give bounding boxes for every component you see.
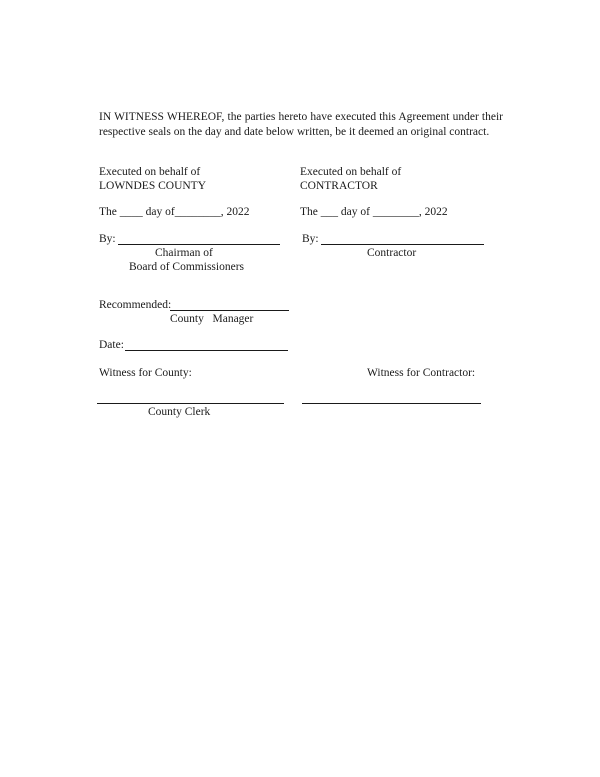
- county-signer-title-1: Chairman of: [155, 247, 213, 259]
- contractor-party-name: CONTRACTOR: [300, 180, 378, 192]
- contractor-signature-line: [321, 244, 484, 245]
- recommended-signature-line: [170, 310, 289, 311]
- contractor-by-label: By:: [302, 233, 319, 245]
- recommended-title: County Manager: [170, 313, 254, 325]
- witness-county-signature-line: [97, 403, 284, 404]
- county-signature-line: [118, 244, 280, 245]
- date-label: Date:: [99, 339, 124, 351]
- witness-contractor-label: Witness for Contractor:: [367, 367, 476, 379]
- county-clerk-title: County Clerk: [148, 406, 211, 418]
- county-signer-title-2: Board of Commissioners: [129, 261, 244, 273]
- county-by-label: By:: [99, 233, 116, 245]
- witness-paragraph: IN WITNESS WHEREOF, the parties hereto have executed this Agreement under their respective seals on the day and date below written, be it deemed an original contract.: [99, 111, 503, 138]
- contractor-date-line: The ___ day of ________, 2022: [300, 206, 448, 218]
- contractor-signer-title: Contractor: [367, 247, 417, 259]
- recommended-label: Recommended:: [99, 299, 172, 311]
- date-line: [125, 350, 288, 351]
- county-party-name: LOWNDES COUNTY: [99, 180, 207, 192]
- contractor-executed-label: Executed on behalf of: [300, 166, 402, 178]
- county-executed-label: Executed on behalf of: [99, 166, 201, 178]
- county-date-line: The ____ day of________, 2022: [99, 206, 250, 218]
- witness-county-label: Witness for County:: [99, 367, 192, 379]
- witness-contractor-signature-line: [302, 403, 481, 404]
